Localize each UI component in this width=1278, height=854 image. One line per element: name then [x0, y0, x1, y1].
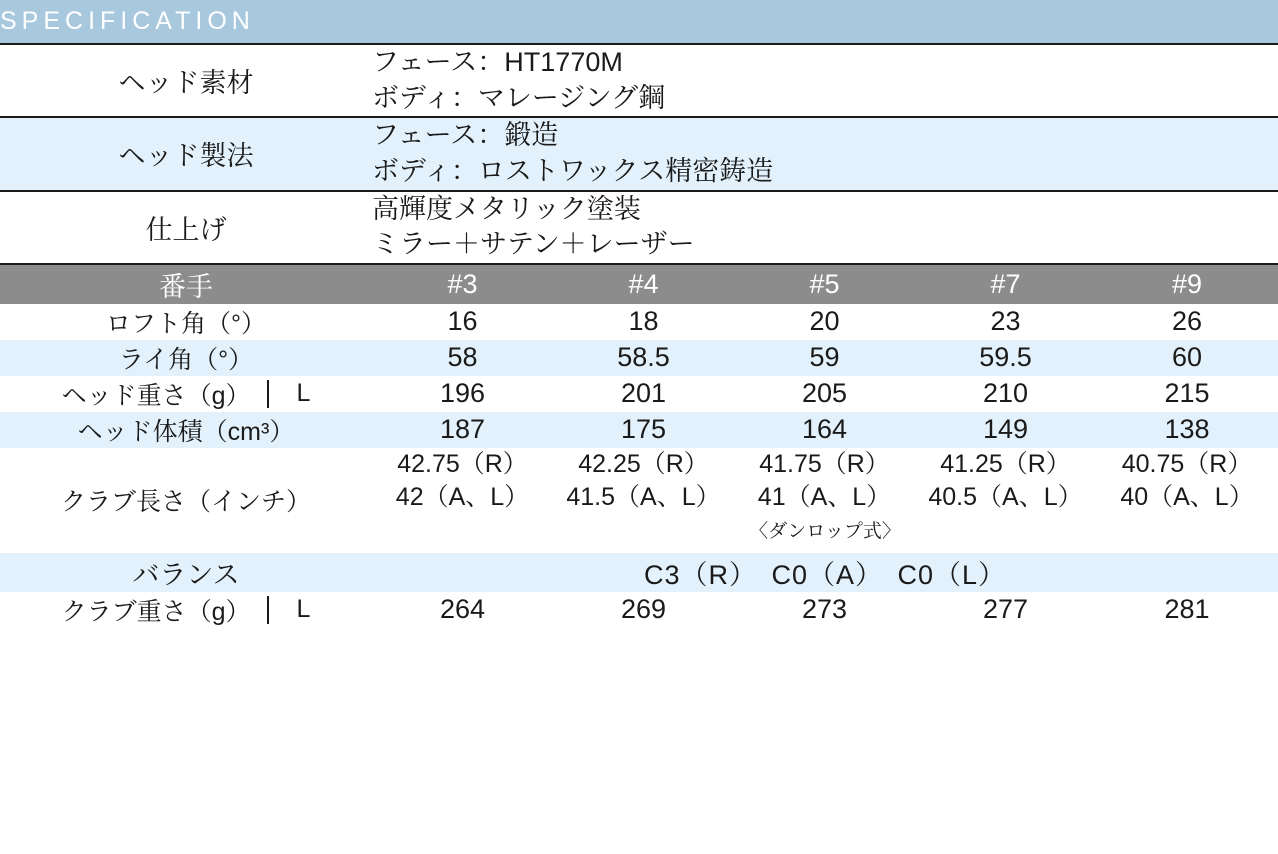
- value-line: フェース：鍛造: [372, 120, 559, 151]
- cell-value: 205: [801, 378, 848, 409]
- data-row-loft: [0, 304, 1278, 340]
- cell-value: 59: [809, 342, 840, 373]
- cell-value: 164: [801, 414, 848, 445]
- spec-row-finish: [0, 191, 1278, 264]
- value-line: ミラー＋サテン＋レーザー: [372, 229, 695, 260]
- cell-value: 210: [982, 378, 1029, 409]
- cell-value: 58: [447, 342, 478, 373]
- value-line: ボディ：マレージング鋼: [372, 82, 666, 113]
- row-label: ヘッド体積（cm³）: [77, 417, 295, 446]
- cell-value: 264: [439, 594, 486, 625]
- cell-value: [915, 448, 1096, 514]
- row-label: ライ角（°）: [118, 345, 254, 374]
- length-regular: 42.25（R）: [578, 449, 709, 478]
- club-number-4: #4: [553, 264, 734, 304]
- length-regular: 42.75（R）: [397, 449, 528, 478]
- data-row-club-length: [0, 448, 1278, 514]
- length-measure-note: 〈ダンロップ式〉: [749, 520, 901, 542]
- table-header-row: [0, 0, 1278, 44]
- data-row-head-weight: [0, 376, 1278, 412]
- cell-value: 281: [1164, 594, 1210, 625]
- cell-value: 201: [620, 378, 667, 409]
- length-al: 40.5（A、L）: [928, 482, 1083, 511]
- length-regular: 41.25（R）: [940, 449, 1071, 478]
- label-divider: [267, 596, 269, 624]
- page-title: SPECIFICATION: [0, 0, 1278, 44]
- club-number-3: #3: [372, 264, 553, 304]
- spec-row-head-material: [0, 44, 1278, 117]
- row-label: [0, 376, 372, 412]
- club-number-5: #5: [734, 264, 915, 304]
- data-row-head-volume: [0, 412, 1278, 448]
- value-line: ボディ：ロストワックス精密鋳造: [372, 155, 774, 186]
- length-regular: 40.75（R）: [1121, 449, 1253, 478]
- cell-value: 20: [809, 306, 840, 337]
- cell-value: [734, 448, 915, 514]
- cell-value: 215: [1164, 378, 1210, 409]
- row-label: クラブ長さ（インチ）: [60, 488, 311, 517]
- row-label: ロフト角（°）: [106, 309, 266, 338]
- cell-value: 58.5: [617, 342, 670, 373]
- data-row-club-weight: [0, 592, 1278, 628]
- row-label: バランス: [132, 559, 240, 590]
- value-line: 高輝度メタリック塗装: [372, 193, 641, 224]
- row-label-text: ヘッド重さ（g）: [61, 381, 251, 410]
- cell-value: 16: [447, 306, 478, 337]
- cell-value: 187: [439, 414, 486, 445]
- club-number-header-row: [0, 264, 1278, 304]
- cell-value: [553, 448, 734, 514]
- row-value: [372, 117, 1278, 190]
- row-label: [0, 592, 372, 628]
- cell-value: 269: [620, 594, 667, 625]
- row-label: ヘッド製法: [0, 117, 372, 190]
- club-number-label: 番手: [0, 264, 372, 304]
- cell-value: 60: [1171, 342, 1203, 373]
- cell-value: 18: [628, 306, 659, 337]
- row-value: [372, 191, 1278, 264]
- cell-value: 273: [801, 594, 848, 625]
- cell-value: C3（R） C0（A） C0（L）: [643, 559, 1007, 590]
- cell-value: 23: [990, 306, 1021, 337]
- cell-value: 196: [439, 378, 486, 409]
- row-label: ヘッド素材: [0, 44, 372, 117]
- label-divider: [267, 380, 269, 408]
- club-number-9: #9: [1096, 264, 1278, 304]
- cell-value: 26: [1171, 306, 1203, 337]
- cell-value: [372, 448, 553, 514]
- row-value: [372, 44, 1278, 117]
- cell-value: 138: [1164, 414, 1210, 445]
- cell-value: 175: [620, 414, 667, 445]
- spec-row-head-construction: [0, 117, 1278, 190]
- cell-value: 59.5: [979, 342, 1032, 373]
- row-label-text: クラブ重さ（g）: [61, 597, 251, 626]
- length-al: 40（A、L）: [1120, 482, 1254, 511]
- flex-mark: L: [296, 379, 311, 408]
- cell-value: 277: [982, 594, 1029, 625]
- flex-mark: L: [296, 595, 311, 624]
- cell-value: 149: [982, 414, 1029, 445]
- data-row-balance: [0, 553, 1278, 592]
- data-row-lie: [0, 340, 1278, 376]
- row-label: 仕上げ: [0, 191, 372, 264]
- cell-value: [1096, 448, 1278, 514]
- value-line: フェース：HT1770M: [372, 47, 623, 77]
- length-al: 41（A、L）: [757, 482, 892, 511]
- length-al: 41.5（A、L）: [566, 482, 721, 511]
- length-regular: 41.75（R）: [759, 449, 890, 478]
- club-number-7: #7: [915, 264, 1096, 304]
- length-al: 42（A、L）: [395, 482, 530, 511]
